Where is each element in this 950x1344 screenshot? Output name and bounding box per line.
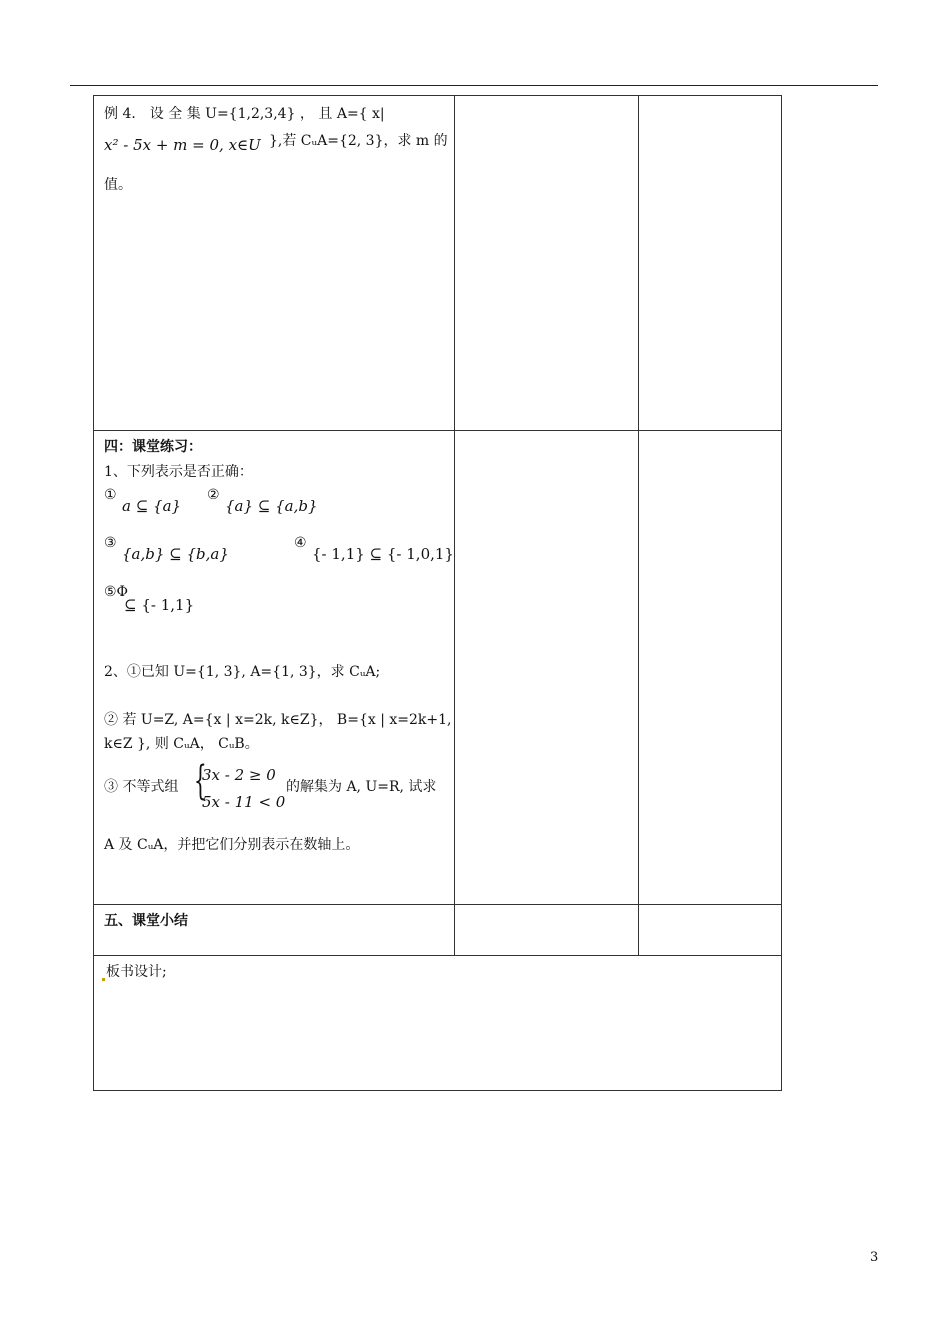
lesson-table bbox=[93, 95, 782, 1091]
cursor-mark bbox=[102, 978, 105, 981]
q1-intro: 1、下列表示是否正确： bbox=[104, 464, 253, 480]
example4-line2-tail: },若 CᵤA={2, 3}，求 m 的 bbox=[269, 133, 448, 149]
q1-expr-1: a ⊆ {a} bbox=[122, 497, 182, 515]
q1-expr-3: {a,b} ⊆ {b,a} bbox=[122, 545, 229, 563]
example4-col2 bbox=[455, 96, 639, 431]
board-label: 板书设计; bbox=[106, 964, 167, 980]
inequality-brace: { bbox=[194, 758, 207, 804]
q1-mark-4: ④ bbox=[294, 535, 307, 551]
q1-expr-5: ⊆ {- 1,1} bbox=[124, 596, 195, 614]
board-label-wrap bbox=[102, 961, 167, 981]
inequality-1: 3x - 2 ≥ 0 bbox=[202, 766, 276, 784]
section4-title: 四：课堂练习： bbox=[104, 439, 202, 455]
q1-mark-2: ② bbox=[207, 487, 220, 503]
section5-title: 五、课堂小结 bbox=[104, 913, 188, 929]
q2-2a: ② 若 U=Z, A={x | x=2k, k∈Z}， B={x | x=2k+1, bbox=[104, 712, 452, 728]
summary-col3 bbox=[639, 905, 782, 956]
q1-expr-2: {a} ⊆ {a,b} bbox=[225, 497, 318, 515]
q1-expr-4: {- 1,1} ⊆ {- 1,0,1} bbox=[312, 545, 454, 563]
inequality-2: 5x - 11 < 0 bbox=[202, 793, 286, 811]
q1-mark-5: ⑤Φ bbox=[104, 584, 129, 600]
practice-col3 bbox=[639, 431, 782, 905]
table-row-example4 bbox=[94, 96, 782, 431]
example4-col3 bbox=[639, 96, 782, 431]
q1-mark-1: ① bbox=[104, 487, 117, 503]
q1-mark-3: ③ bbox=[104, 535, 117, 551]
page-number: 3 bbox=[870, 1250, 879, 1265]
q2-2b: k∈Z }, 则 CᵤA， CᵤB。 bbox=[104, 736, 259, 752]
board-cell bbox=[94, 956, 782, 1091]
q2-3-tail: 的解集为 A, U=R, 试求 bbox=[286, 779, 437, 795]
summary-col2 bbox=[455, 905, 639, 956]
q2-3-lead: ③ 不等式组 bbox=[104, 779, 179, 795]
header-rule bbox=[70, 85, 878, 86]
q2-3b: A 及 CᵤA，并把它们分别表示在数轴上。 bbox=[104, 837, 360, 853]
table-row-board bbox=[94, 956, 782, 1091]
q2-1: 2、①已知 U={1, 3}, A={1, 3}，求 CᵤA; bbox=[104, 664, 381, 680]
practice-col2 bbox=[455, 431, 639, 905]
example4-line3: 值。 bbox=[104, 177, 132, 193]
practice-cell bbox=[94, 431, 455, 905]
summary-cell bbox=[94, 905, 455, 956]
example4-math: x² - 5x + m = 0, x∈U bbox=[104, 136, 261, 154]
table-row-practice bbox=[94, 431, 782, 905]
table-row-summary bbox=[94, 905, 782, 956]
example4-cell bbox=[94, 96, 455, 431]
example4-line1: 例 4． 设 全 集 U={1,2,3,4} ， 且 A={ x| bbox=[104, 106, 385, 122]
